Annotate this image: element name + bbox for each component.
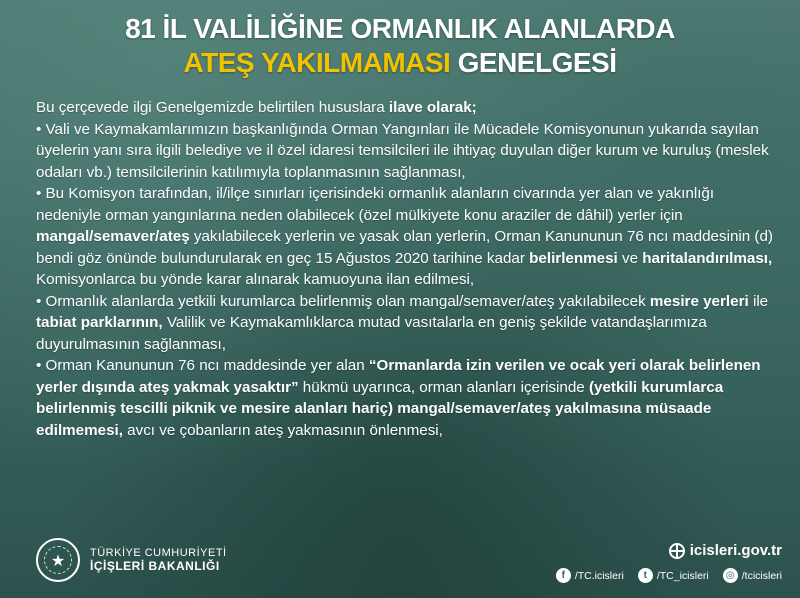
title-line-2: [0, 46, 800, 80]
ministry-name: [90, 547, 227, 573]
website-text: icisleri.gov.tr: [689, 542, 782, 559]
social-links: [556, 568, 782, 583]
facebook-icon: f: [556, 568, 571, 583]
bullet-1: • Vali ve Kaymakamlarımızın başkanlığında Orman Yangınları ile Mücadele Komisyonunun yukarıda sayılan üyelerin yanı sıra ilgili belediye ve il özel idaresi temsilcileri ile ihtiyaç duyulan diğer kurum ve kuruluş (meslek odaları vb.) temsilcilerinin katılımıyla toplanmasının sağlanması,: [36, 120, 769, 181]
globe-icon: [669, 543, 685, 559]
bullet-3: • Ormanlık alanlarda yetkili kurumlarca belirlenmiş olan mangal/semaver/ateş yakılabilecek mesire yerleri ile tabiat parklarının, Valilik ve Kaymakamlıklarca mutad vasıtalarla en geniş şekilde vatandaşlarımıza duyurulmasının sağlanması,: [36, 292, 769, 353]
website-link[interactable]: [669, 542, 782, 559]
page-title: [0, 12, 800, 80]
twitter-icon: t: [638, 568, 653, 583]
instagram-link[interactable]: ◎ /tcicisleri: [723, 568, 782, 583]
title-line-1: 81 İL VALİLİĞİNE ORMANLIK ALANLARDA: [125, 13, 675, 44]
title-accent: ATEŞ YAKILMAMASI: [183, 47, 451, 78]
circular-body: [36, 97, 782, 441]
intro-paragraph: Bu çerçevede ilgi Genelgemizde belirtilen hususlara ilave olarak;: [36, 99, 477, 116]
bullet-2: • Bu Komisyon tarafından, il/ilçe sınırları içerisindeki ormanlık alanların civarında yer alan ve yakınlığı nedeniyle orman yangınlarına neden olabilecek (özel mülkiyete konu araziler de dâhil) yerler için mangal/semaver/ateş yakılabilecek yerlerin ve yasak olan yerlerin, Orman Kanununun 76 ncı maddesinin (d) bendi göz önünde bulundurularak en geç 15 Ağustos 2020 tarihine kadar belirlenmesi ve haritalandırılması, Komisyonlarca bu yönde karar alınarak kamuoyuna ilan edilmesi,: [36, 185, 773, 288]
ministry-line-2: İÇİŞLERİ BAKANLIĞI: [90, 559, 220, 573]
ministry-brand: [36, 538, 227, 582]
facebook-link[interactable]: f /TC.icisleri: [556, 568, 624, 583]
title-rest: GENELGESİ: [457, 47, 617, 78]
intro-bold: ilave olarak;: [388, 99, 477, 116]
ministry-logo-icon: [36, 538, 80, 582]
instagram-icon: ◎: [723, 568, 738, 583]
ministry-line-1: TÜRKİYE CUMHURİYETİ: [90, 547, 227, 559]
bullet-4: • Orman Kanununun 76 ncı maddesinde yer alan “Ormanlarda izin verilen ve ocak yeri olarak belirlenen yerler dışında ateş yakmak yasaktır” hükmü uyarınca, orman alanları içerisinde (yetkili kurumlarca belirlenmiş tescilli piknik ve mesire alanları hariç) mangal/semaver/ateş yakılmasına müsaade edilmemesi, avcı ve çobanların ateş yakmasının önlenmesi,: [36, 357, 761, 439]
twitter-link[interactable]: t /TC_icisleri: [638, 568, 709, 583]
